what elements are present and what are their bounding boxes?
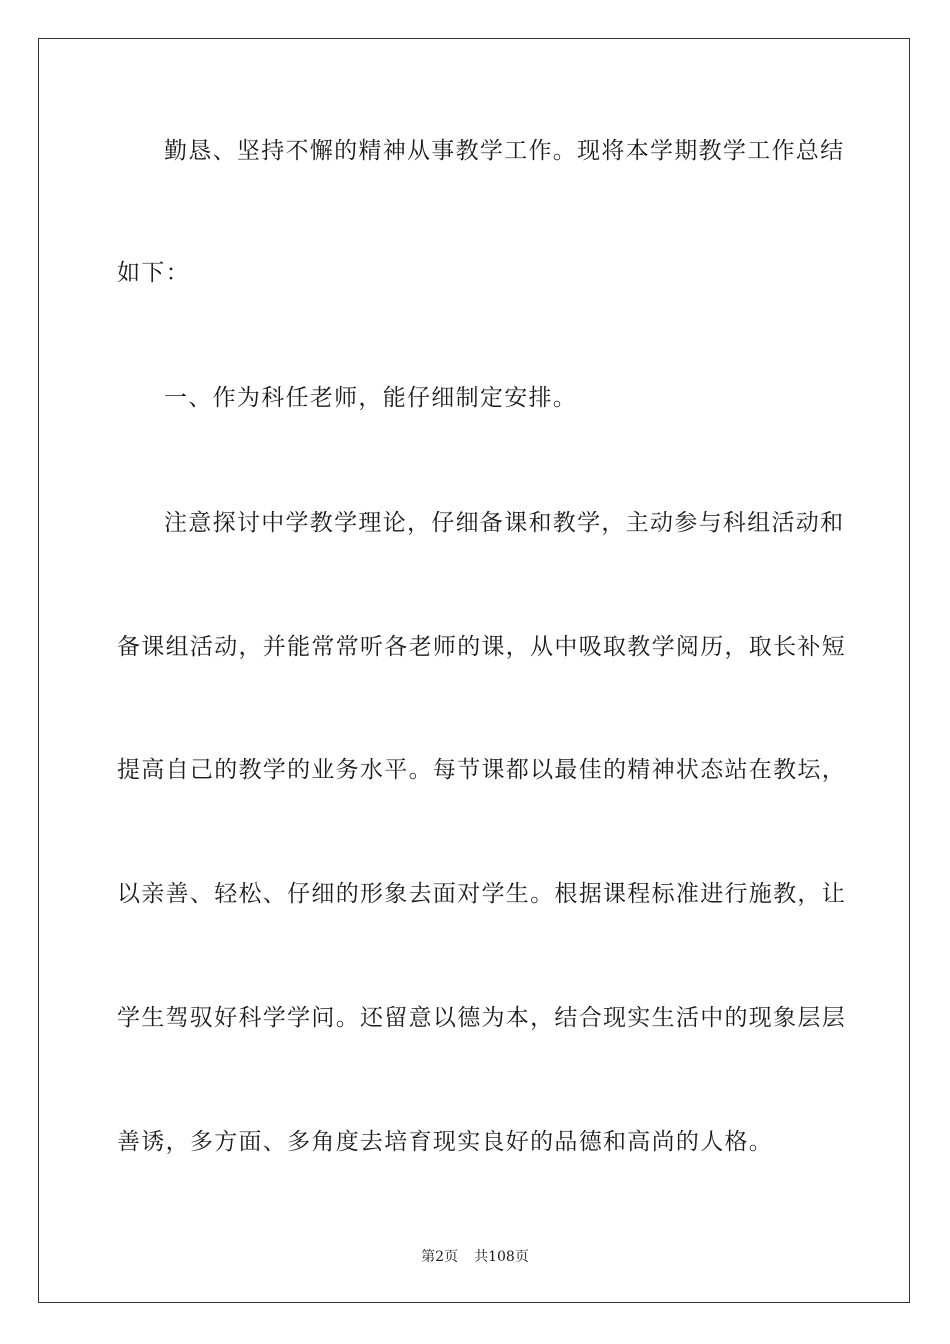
body-text-line: 备课组活动，并能常常听各老师的课，从中吸取教学阅历，取长补短 bbox=[117, 634, 846, 660]
body-text-line: 善诱，多方面、多角度去培育现实良好的品德和高尚的人格。 bbox=[117, 1129, 774, 1155]
page-total: 共108页 bbox=[474, 1249, 529, 1265]
page-frame bbox=[38, 38, 910, 1303]
body-text-line: 如下： bbox=[117, 260, 190, 286]
section-heading: 一、作为科任老师，能仔细制定安排。 bbox=[164, 385, 578, 411]
page-current: 第2页 bbox=[421, 1249, 459, 1265]
body-text-line: 提高自己的教学的业务水平。每节课都以最佳的精神状态站在教坛， bbox=[117, 757, 846, 783]
body-text-line: 注意探讨中学教学理论，仔细备课和教学，主动参与科组活动和 bbox=[164, 510, 845, 536]
body-text-line: 勤恳、坚持不懈的精神从事教学工作。现将本学期教学工作总结 bbox=[164, 138, 845, 164]
body-text-line: 学生驾驭好科学学问。还留意以德为本，结合现实生活中的现象层层 bbox=[117, 1005, 846, 1031]
body-text-line: 以亲善、轻松、仔细的形象去面对学生。根据课程标准进行施教，让 bbox=[117, 881, 846, 907]
page-footer bbox=[0, 1246, 950, 1266]
